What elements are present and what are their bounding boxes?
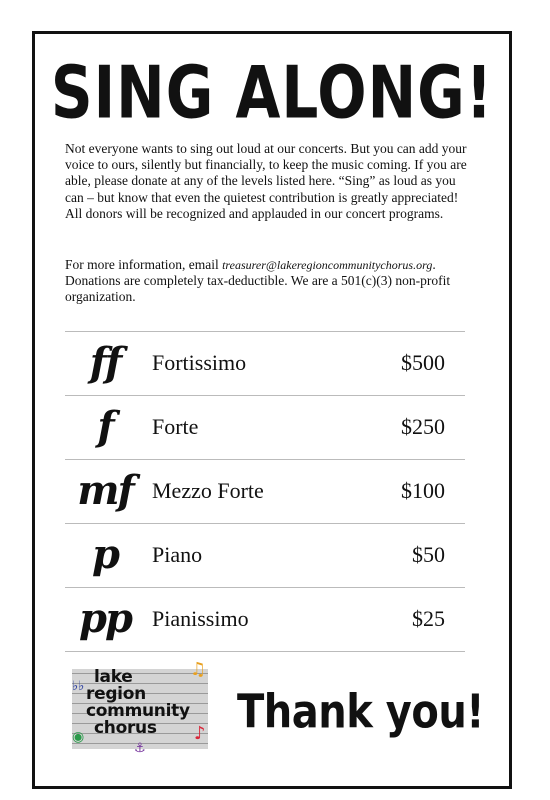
logo-text (86, 669, 190, 737)
level-row (65, 332, 465, 396)
level-amount: $250 (401, 414, 445, 439)
eighth-note-icon: ♪ (194, 723, 206, 744)
info-paragraph (65, 257, 475, 306)
page-title: SING ALONG! (50, 50, 494, 135)
intro-paragraph: Not everyone wants to sing out loud at our concerts. But you can add your voice to ours, silently but financially, to keep the music coming. If you are able, please donate at any of the levels listed here. “Sing” as loud as you can – but know that even the quietest contribution is greatly appreciated! All donors will be recognized and applauded in our concert programs. (65, 141, 467, 221)
dynamic-symbol: pp (79, 595, 131, 642)
dynamic-symbol: f (97, 403, 113, 450)
level-row (65, 460, 465, 524)
whole-note-icon: ◉ (72, 729, 85, 745)
dynamic-symbol: p (92, 531, 118, 578)
music-note-icon: ♫ (190, 659, 207, 680)
dynamic-symbol: mf (77, 467, 133, 514)
thank-you-text: Thank you! (237, 686, 485, 739)
logo-line: lake (94, 667, 133, 687)
level-name: Pianissimo (152, 606, 249, 631)
level-name: Mezzo Forte (152, 478, 264, 503)
chorus-logo (72, 659, 212, 756)
level-amount: $25 (412, 606, 445, 631)
level-row (65, 524, 465, 588)
level-name: Piano (152, 542, 203, 567)
email-link[interactable]: treasurer@lakeregioncommunitychorus.org (222, 258, 433, 272)
level-amount: $50 (412, 542, 445, 567)
level-row (65, 396, 465, 460)
donation-levels (65, 331, 465, 652)
info-text-end: . Donations are completely tax-deductible. We are a 501(c)(3) non-profit organization. (65, 257, 451, 305)
level-amount: $500 (401, 350, 445, 375)
level-name: Fortissimo (152, 350, 247, 375)
clef-icon: ⚓ (134, 741, 146, 756)
logo-line: community (86, 701, 190, 721)
flyer-frame (32, 31, 512, 789)
logo-line: region (86, 684, 146, 704)
logo-line: chorus (94, 718, 157, 738)
level-row (65, 588, 465, 652)
level-amount: $100 (401, 478, 445, 503)
dynamic-symbol: ff (89, 339, 121, 386)
info-text-start: For more information, email (65, 257, 223, 272)
level-name: Forte (152, 414, 199, 439)
flat-sign-icon: ♭♭ (72, 679, 85, 694)
